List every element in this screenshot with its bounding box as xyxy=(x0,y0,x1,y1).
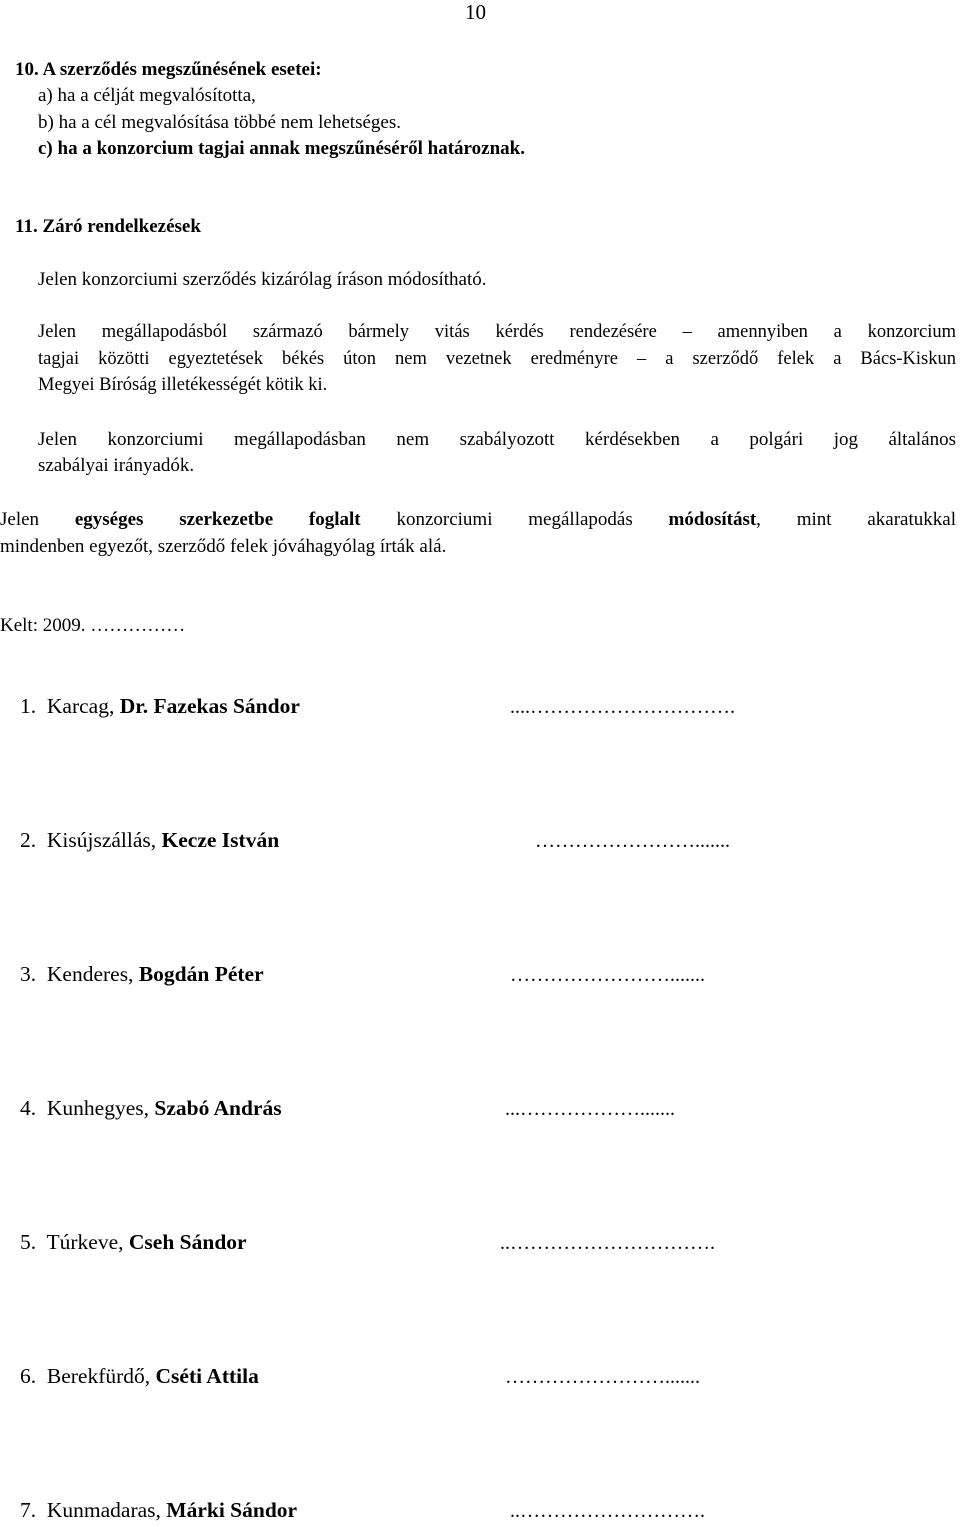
signatory-row xyxy=(20,694,300,719)
signatory-place: Kenderes, xyxy=(46,962,139,986)
closing-paragraph-line-2: mindenben egyezőt, szerződő felek jóváhagyólag írták alá. xyxy=(0,536,447,557)
signature-line: ……………………....... xyxy=(505,1366,700,1388)
signatory-name: Kecze István xyxy=(161,828,280,852)
section-11-paragraph-2-line-2: tagjai közötti egyeztetések békés úton nem vezetnek eredményre – a szerződő felek a Bács-Kiskun xyxy=(38,349,956,369)
signatory-number: 2. xyxy=(20,828,37,852)
section-11-paragraph-1: Jelen konzorciumi szerződés kizárólag íráson módosítható. xyxy=(38,269,487,290)
signature-line: ...………………....... xyxy=(505,1098,675,1120)
signatory-name: Szabó András xyxy=(154,1096,282,1120)
signature-line: ……………………....... xyxy=(535,830,730,852)
section-11-paragraph-3-line-2: szabályai irányadók. xyxy=(38,455,195,476)
signatory-place: Kunmadaras, xyxy=(46,1498,167,1522)
signatory-place: Karcag, xyxy=(46,694,120,718)
signatory-number: 7. xyxy=(20,1498,37,1522)
page-number: 10 xyxy=(465,0,486,24)
section-11-paragraph-2-line-1: Jelen megállapodásból származó bármely vitás kérdés rendezésére – amennyiben a konzorcium xyxy=(38,322,956,342)
closing-paragraph-line-1 xyxy=(0,509,956,531)
signatory-number: 1. xyxy=(20,694,37,718)
signatory-row xyxy=(20,1364,259,1389)
closing-bold-text: módosítást xyxy=(668,509,757,530)
section-10-title: 10. A szerződés megszűnésének esetei: xyxy=(15,59,322,80)
signatory-name: Bogdán Péter xyxy=(138,962,264,986)
signature-line: ……………………....... xyxy=(510,964,705,986)
signatory-place: Berekfürdő, xyxy=(46,1364,156,1388)
signatory-row xyxy=(20,1498,297,1523)
closing-text: Jelen xyxy=(0,509,75,530)
closing-text: , mint akaratukkal xyxy=(756,509,956,530)
signatory-number: 5. xyxy=(20,1230,37,1254)
signatory-place: Kunhegyes, xyxy=(46,1096,155,1120)
section-11-paragraph-2-line-3: Megyei Bíróság illetékességét kötik ki. xyxy=(38,375,328,395)
signatory-number: 4. xyxy=(20,1096,37,1120)
signatory-row xyxy=(20,1230,247,1255)
signatory-name: Cseh Sándor xyxy=(128,1230,247,1254)
section-10-item-a: a) ha a célját megvalósította, xyxy=(38,85,256,106)
signatory-place: Túrkeve, xyxy=(46,1230,129,1254)
section-11-title: 11. Záró rendelkezések xyxy=(15,216,201,237)
signatory-place: Kisújszállás, xyxy=(46,828,162,852)
signature-line: ..…………………………. xyxy=(500,1232,715,1254)
closing-text: konzorciumi megállapodás xyxy=(360,509,669,530)
section-10-item-b: b) ha a cél megvalósítása többé nem lehetséges. xyxy=(38,112,401,133)
signatory-name: Dr. Fazekas Sándor xyxy=(119,694,300,718)
closing-bold-text: egységes szerkezetbe foglalt xyxy=(74,509,361,530)
date-line: Kelt: 2009. …………… xyxy=(0,615,186,636)
section-10-item-c: c) ha a konzorcium tagjai annak megszűnéséről határoznak. xyxy=(38,138,525,159)
signature-line: ..………………………. xyxy=(510,1500,705,1522)
section-11-paragraph-3-line-1: Jelen konzorciumi megállapodásban nem szabályozott kérdésekben a polgári jog általános xyxy=(38,429,956,450)
signature-line: ....…………………………. xyxy=(510,696,735,718)
signatory-row xyxy=(20,1096,282,1121)
signatory-number: 6. xyxy=(20,1364,37,1388)
signatory-name: Cséti Attila xyxy=(155,1364,259,1388)
signatory-row xyxy=(20,828,279,853)
signatory-number: 3. xyxy=(20,962,37,986)
signatory-row xyxy=(20,962,264,987)
signatory-name: Márki Sándor xyxy=(166,1498,298,1522)
